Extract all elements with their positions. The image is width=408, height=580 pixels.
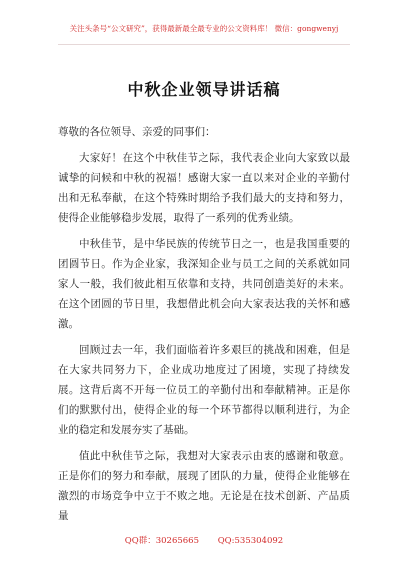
paragraph-1: 大家好！在这个中秋佳节之际，我代表企业向大家致以最诚挚的问候和中秋的祝福！感谢大家一直以来对企业的辛勤付出和无私奉献，在这个特殊时期给予我们最大的支持和努力，使得企业能够稳步发展，取得了一系列的优秀业绩。 (58, 152, 350, 224)
paragraph-3: 回顾过去一年，我们面临着许多艰巨的挑战和困难，但是在大家共同努力下，企业成功地度过了困境，实现了持续发展。这背后离不开每一位员工的辛勤付出和奉献精神。正是你们的默默付出，使得企业的每一个环节都得以顺利进行，为企业的稳定和发展夯实了基础。 (58, 344, 350, 436)
header-divider (58, 44, 350, 45)
footer-qq-group: QQ群：30265665 (124, 536, 199, 546)
document-title: 中秋企业领导讲话稿 (127, 80, 281, 99)
header-note: 关注头条号“公文研究”，获得最新最全最专业的公文资料库！ 微信：gongwenyj (69, 24, 339, 33)
document-body (58, 122, 350, 532)
footer-qq: QQ:535304092 (217, 536, 284, 546)
paragraph-4: 值此中秋佳节之际，我想对大家表示由衷的感谢和敬意。正是你们的努力和奉献，展现了团队的力量，使得企业能够在激烈的市场竞争中立于不败之地。无论是在技术创新、产品质量 (58, 450, 350, 522)
paragraph-2: 中秋佳节，是中华民族的传统节日之一，也是我国重要的团圆节日。作为企业家，我深知企业与员工之间的关系就如同家人一般，我们彼此相互依靠和支持，共同创造美好的未来。在这个团圆的节日里，我想借此机会向大家表达我的关怀和感激。 (58, 238, 350, 330)
salutation: 尊敬的各位领导、亲爱的同事们： (58, 126, 216, 138)
footer-note (0, 535, 408, 547)
